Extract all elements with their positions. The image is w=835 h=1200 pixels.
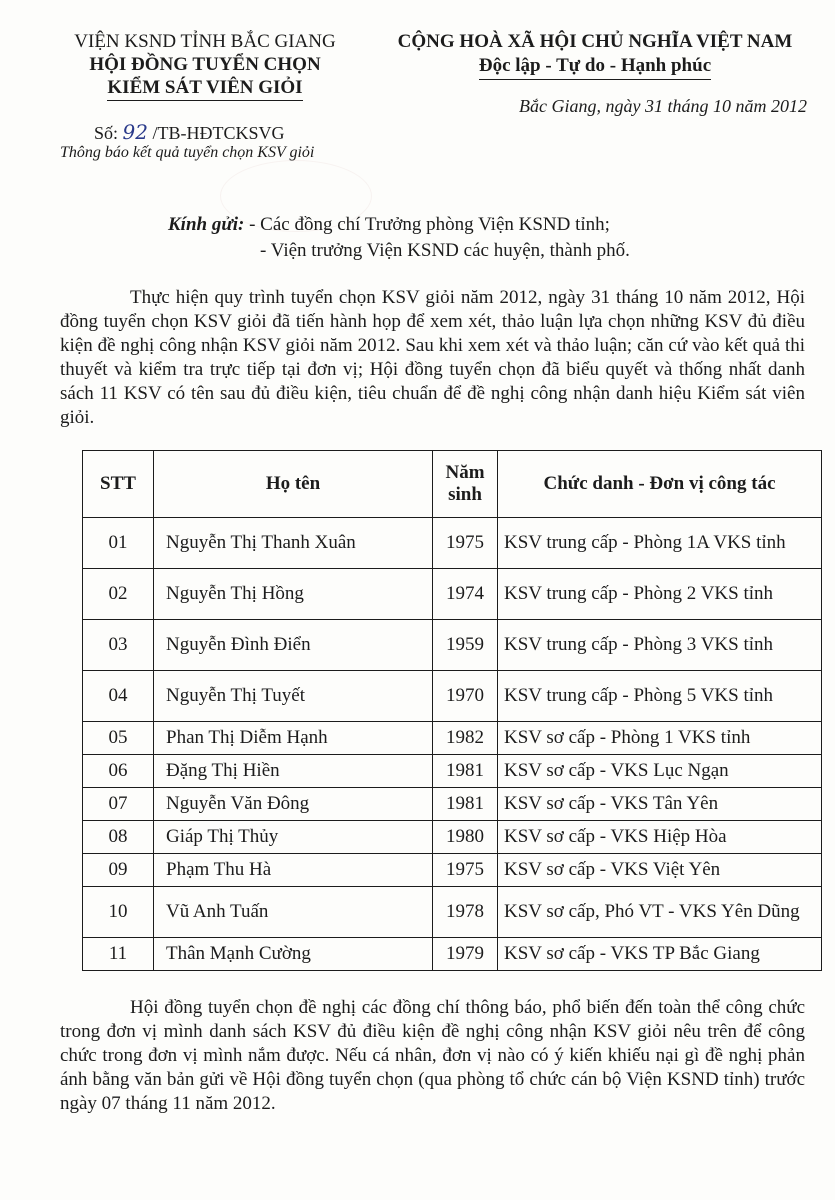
cell-position: KSV sơ cấp, Phó VT - VKS Yên Dũng: [498, 887, 822, 938]
cell-name: Thân Mạnh Cường: [154, 938, 433, 971]
header-stt: STT: [83, 451, 154, 518]
table-row: [83, 671, 822, 722]
body-paragraph-2: [60, 996, 805, 1116]
table-row: [83, 722, 822, 755]
cell-stt: 07: [83, 788, 154, 821]
cell-year: 1975: [433, 854, 498, 887]
cell-year: 1974: [433, 569, 498, 620]
cell-stt: 08: [83, 821, 154, 854]
cell-name: Nguyễn Văn Đông: [154, 788, 433, 821]
recipient-line2: - Viện trưởng Viện KSND các huyện, thành phố.: [260, 240, 630, 261]
table-row: [83, 938, 822, 971]
agency-line1: VIỆN KSND TỈNH BẮC GIANG: [74, 31, 336, 52]
cell-stt: 10: [83, 887, 154, 938]
document-number: [94, 120, 284, 144]
cell-name: Nguyễn Thị Hồng: [154, 569, 433, 620]
cell-position: KSV trung cấp - Phòng 2 VKS tỉnh: [498, 569, 822, 620]
cell-stt: 11: [83, 938, 154, 971]
cell-year: 1981: [433, 788, 498, 821]
national-motto-header: [375, 30, 815, 80]
cell-name: Nguyễn Thị Thanh Xuân: [154, 518, 433, 569]
cell-name: Nguyễn Đình Điển: [154, 620, 433, 671]
agency-line3: KIỂM SÁT VIÊN GIỎI: [107, 76, 302, 101]
document-subject: Thông báo kết quả tuyển chọn KSV giỏi: [60, 144, 315, 161]
cell-position: KSV trung cấp - Phòng 3 VKS tỉnh: [498, 620, 822, 671]
cell-stt: 03: [83, 620, 154, 671]
table-header-row: [83, 451, 822, 518]
cell-year: 1982: [433, 722, 498, 755]
recipient-line1: - Các đồng chí Trưởng phòng Viện KSND tỉnh;: [249, 214, 610, 235]
recipients-block: [168, 212, 630, 264]
agency-line2: HỘI ĐỒNG TUYỂN CHỌN: [89, 54, 321, 75]
table-row: [83, 788, 822, 821]
table-row: [83, 620, 822, 671]
cell-position: KSV sơ cấp - VKS Tân Yên: [498, 788, 822, 821]
cell-position: KSV sơ cấp - Phòng 1 VKS tỉnh: [498, 722, 822, 755]
cell-stt: 02: [83, 569, 154, 620]
cell-position: KSV trung cấp - Phòng 5 VKS tỉnh: [498, 671, 822, 722]
cell-year: 1978: [433, 887, 498, 938]
paragraph2-text: Hội đồng tuyển chọn đề nghị các đồng chí thông báo, phổ biến đến toàn thể công chức trong đơn vị mình danh sách KSV đủ điều kiện đề nghị công nhận KSV giỏi nêu trên để công chức trong đơn vị mình nắm được. Nếu cá nhân, đơn vị nào có ý kiến khiếu nại gì đề nghị phản ánh bằng văn bản gửi về Hội đồng tuyển chọn (qua phòng tổ chức cán bộ Viện KSND tỉnh) trước ngày 07 tháng 11 năm 2012.: [60, 997, 805, 1114]
cell-stt: 01: [83, 518, 154, 569]
cell-stt: 04: [83, 671, 154, 722]
cell-name: Phạm Thu Hà: [154, 854, 433, 887]
cell-stt: 09: [83, 854, 154, 887]
cell-year: 1980: [433, 821, 498, 854]
cell-position: KSV sơ cấp - VKS Hiệp Hòa: [498, 821, 822, 854]
cell-year: 1979: [433, 938, 498, 971]
table-row: [83, 854, 822, 887]
header-position: Chức danh - Đơn vị công tác: [498, 451, 822, 518]
table-row: [83, 518, 822, 569]
table-row: [83, 569, 822, 620]
cell-stt: 05: [83, 722, 154, 755]
cell-name: Nguyễn Thị Tuyết: [154, 671, 433, 722]
paragraph1-text: Thực hiện quy trình tuyển chọn KSV giỏi năm 2012, ngày 31 tháng 10 năm 2012, Hội đồng tuyển chọn KSV giỏi đã tiến hành họp để xem xét, thảo luận lựa chọn những KSV đủ điều kiện đề nghị công nhận KSV giỏi năm 2012. Sau khi xem xét và thảo luận; căn cứ vào kết quả thi thuyết và kiểm tra trực tiếp tại đơn vị; Hội đồng tuyển chọn đã biểu quyết và thống nhất danh sách 11 KSV có tên sau đủ điều kiện, tiêu chuẩn để đề nghị công nhận danh hiệu Kiểm sát viên giỏi.: [60, 287, 805, 428]
cell-name: Phan Thị Diễm Hạnh: [154, 722, 433, 755]
cell-stt: 06: [83, 755, 154, 788]
motto: Độc lập - Tự do - Hạnh phúc: [479, 54, 711, 80]
cell-year: 1970: [433, 671, 498, 722]
cell-position: KSV sơ cấp - VKS Lục Ngạn: [498, 755, 822, 788]
cell-position: KSV trung cấp - Phòng 1A VKS tỉnh: [498, 518, 822, 569]
doc-number-prefix: Số:: [94, 123, 119, 143]
agency-line3-wrap: [40, 76, 370, 101]
cell-position: KSV sơ cấp - VKS Việt Yên: [498, 854, 822, 887]
header-year: Năm sinh: [433, 451, 498, 518]
table-row: [83, 821, 822, 854]
body-paragraph-1: [60, 286, 805, 430]
cell-name: Giáp Thị Thủy: [154, 821, 433, 854]
issuing-agency-header: [40, 30, 370, 101]
cell-position: KSV sơ cấp - VKS TP Bắc Giang: [498, 938, 822, 971]
doc-number-suffix: /TB-HĐTCKSVG: [152, 123, 285, 143]
motto-wrap: [375, 54, 815, 80]
table-row: [83, 755, 822, 788]
document-date: Bắc Giang, ngày 31 tháng 10 năm 2012: [519, 96, 807, 116]
cell-year: 1959: [433, 620, 498, 671]
results-table: [82, 450, 822, 971]
cell-name: Đặng Thị Hiền: [154, 755, 433, 788]
cell-year: 1975: [433, 518, 498, 569]
cell-name: Vũ Anh Tuấn: [154, 887, 433, 938]
table-row: [83, 887, 822, 938]
cell-year: 1981: [433, 755, 498, 788]
doc-number-handwritten: 92: [122, 120, 148, 144]
recipients-label: Kính gửi:: [168, 214, 245, 235]
header-name: Họ tên: [154, 451, 433, 518]
country-name: CỘNG HOÀ XÃ HỘI CHỦ NGHĨA VIỆT NAM: [397, 31, 793, 52]
